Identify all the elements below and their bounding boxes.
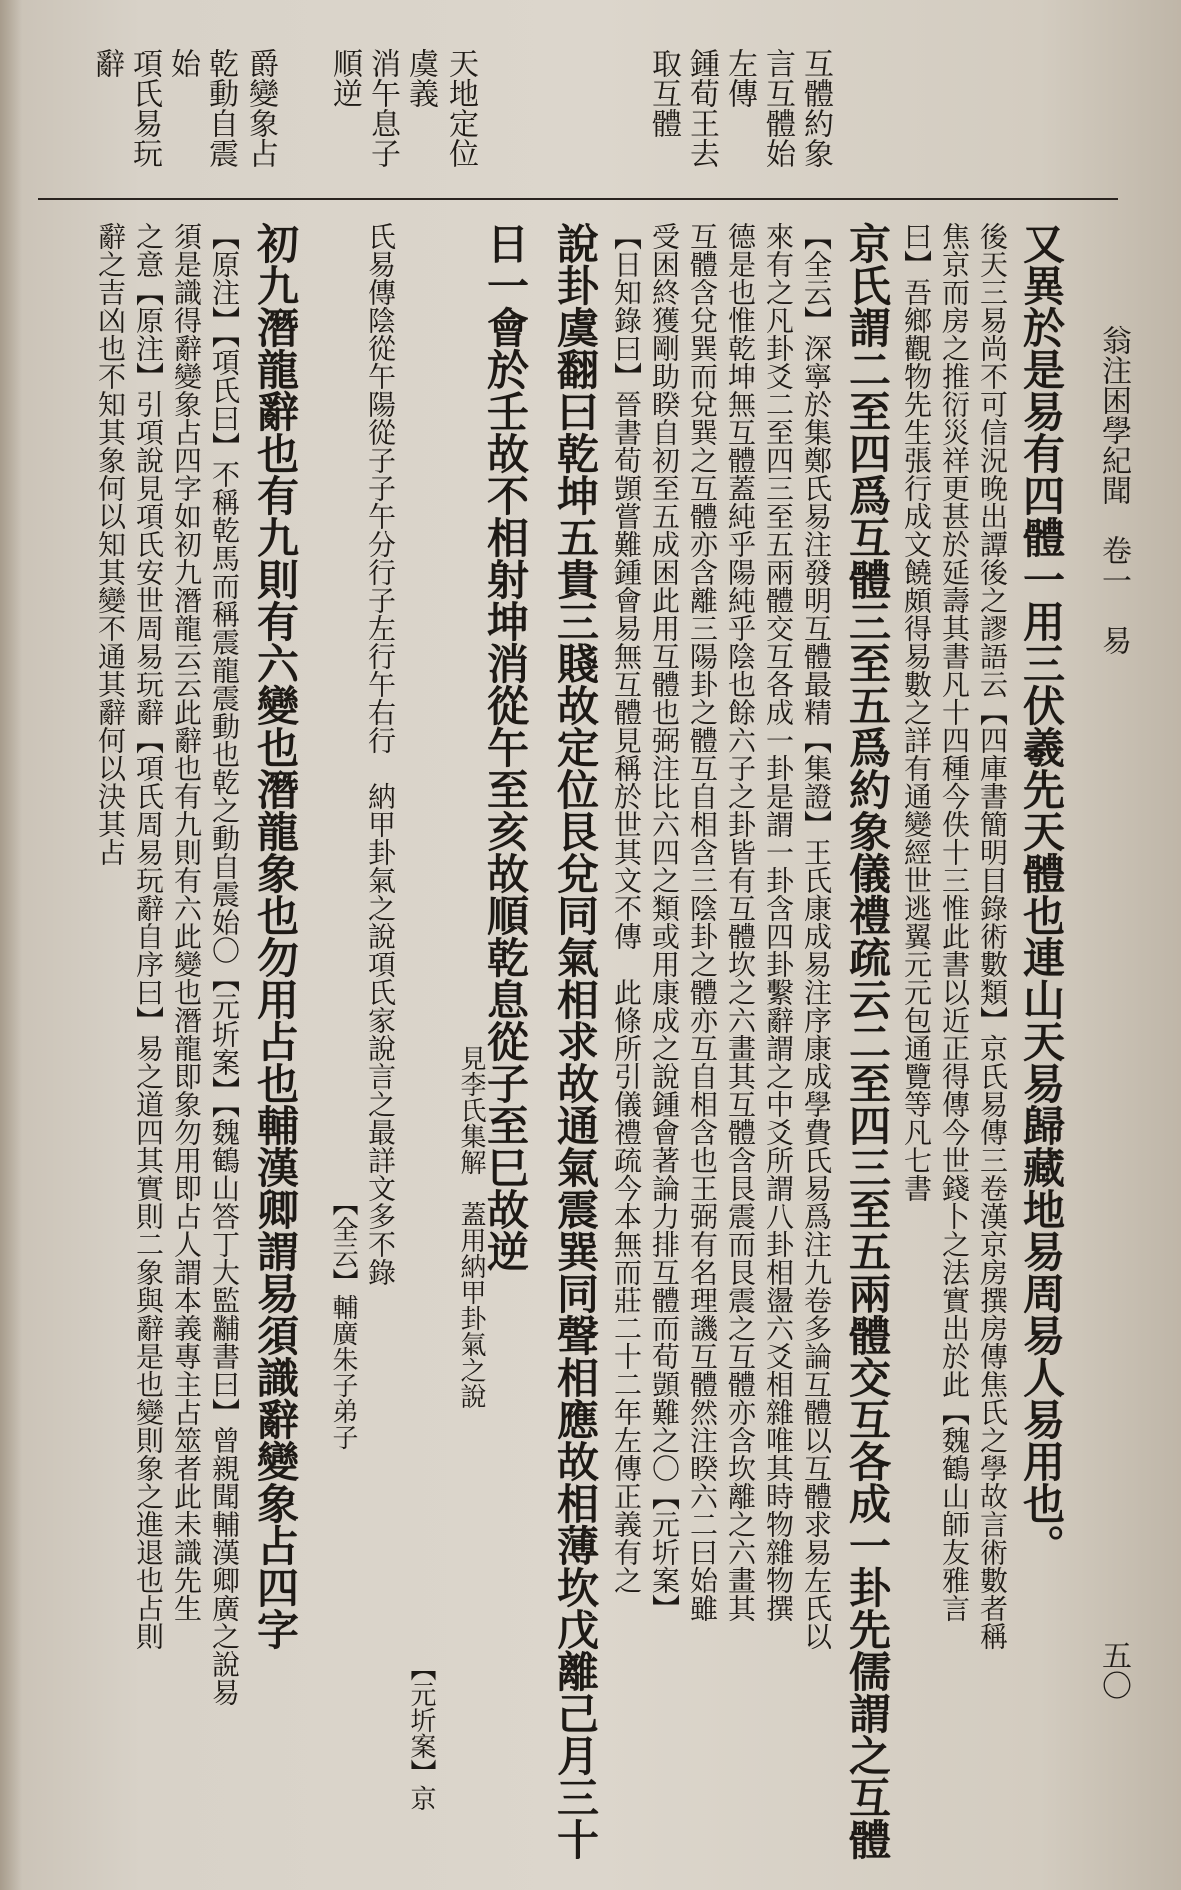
headnote: 辭 [89,48,124,78]
text-column: 之意【原注】引項說見項氏安世周易玩辭【項氏周易玩辭自序曰】易之道四其實則二象與辭是也變則象之進退也占則 [132,222,165,1650]
text-column: 日一會於壬故不相射坤消從午至亥故順乾息從子至巳故逆 [481,222,530,1272]
headnote: 言互體始 [760,48,795,168]
text-column: 受困終獲剛助睽自初至五成困此用互體也弼注比六四之類或用康成之說鍾會著論力排互體而荀顗難之〇【元圻案】 [648,222,681,1622]
text-column: 【全云】輔廣朱子弟子 [328,1190,358,1450]
headnote: 爵變象占 [243,48,278,168]
headnote: 天地定位 [443,48,478,168]
text-column: 互體含兌巽而兌巽之互體亦含離三陽卦之體互自相含三陰卦之體亦互自相含也王弼有名理譏互體然注睽六二曰始雖 [686,222,719,1622]
text-column: 說卦虞翻曰乾坤五貴三賤故定位艮兌同氣相求故通氣震巽同聲相應故相薄坎戊離己月三十 [551,222,600,1860]
text-column: 京氏謂二至四爲互體三至五爲約象儀禮疏云二至四三至五兩體交互各成一卦先儒謂之互體 [843,222,892,1860]
text-column: 焦京而房之推衍災祥更甚於延壽其書凡十四種今佚十三惟此書以近正得傳今世錢卜之法實出於此【魏鶴山師友雅言 [938,222,971,1622]
text-column: 【全云】深寧於集鄭氏易注發明互體最精【集證】王氏康成易注序康成學費氏易爲注九卷多論互體以互體求易左氏以 [800,222,833,1650]
text-column: 後天三易尚不可信況晚出譚後之謬語云【四庫書簡明目錄術數類】京氏易傳三卷漢京房撰房傳焦氏之學故言術數者稱 [976,222,1009,1650]
text-column: 須是識得辭變象占四字如初九潛龍云云此辭也有九則有六此變也潛龍即象勿用即占人謂本義專主占筮者此未識先生 [170,222,203,1622]
text-column: 辭之吉凶也不知其象何以知其變不通其辭何以決其占 [94,222,127,866]
text-column: 【原注】【項氏曰】不稱乾馬而稱震龍震動也乾之動自震始〇【元圻案】【魏鶴山答丁大監黼書曰】曾親聞輔漢卿廣之說易 [208,222,241,1706]
headnote: 互體約象 [798,48,833,168]
headnote: 始 [165,48,200,78]
text-column: 【元圻案】京 [406,1655,436,1811]
text-column: 初九潛龍辭也有九則有六變也潛龍象也勿用占也輔漢卿謂易須識辭變象占四字 [251,222,300,1650]
text-column: 來有之凡卦爻二至四三至五兩體交互各成一卦是謂一卦含四卦繫辭謂之中爻所謂八卦相盪六爻相雜唯其時物雜物撰 [762,222,795,1622]
text-column: 【日知錄曰】晉書荀顗嘗難鍾會易無互體見稱於世其文不傳 此條所引儀禮疏今本無而莊二十二年左傳正義有之 [610,222,643,1594]
page-number: 五〇 [1096,1640,1131,1700]
headnote: 順逆 [327,48,362,108]
page-edge-shadow [0,0,22,1890]
headnote: 取互體 [646,48,681,138]
header-rule [38,198,1118,200]
headnote: 左傳 [722,48,757,108]
headnote: 乾動自震 [203,48,238,168]
text-column: 見李氏集解 蓋用納甲卦氣之說 [456,1045,486,1409]
headnote: 項氏易玩 [127,48,162,168]
headnote: 消午息子 [365,48,400,168]
running-title: 翁注困學紀聞 卷一 易 [1096,325,1131,655]
headnote: 虞義 [403,48,438,108]
text-column: 氏易傳陰從午陽從子子午分行子左行午右行 納甲卦氣之說項氏家說言之最詳文多不錄 [364,222,397,1286]
headnote: 鍾荀王去 [684,48,719,168]
text-column: 德是也惟乾坤無互體蓋純乎陽純乎陰也餘六子之卦皆有互體坎之六畫其互體含艮震而艮震之互體亦含坎離之六畫其 [724,222,757,1622]
text-column: 曰】吾鄉觀物先生張行成文饒頗得易數之詳有通變經世逃翼元元包通覽等凡七書 [900,222,933,1202]
text-column: 又異於是易有四體一用三伏羲先天體也連山天易歸藏地易周易人易用也。 [1017,222,1066,1566]
